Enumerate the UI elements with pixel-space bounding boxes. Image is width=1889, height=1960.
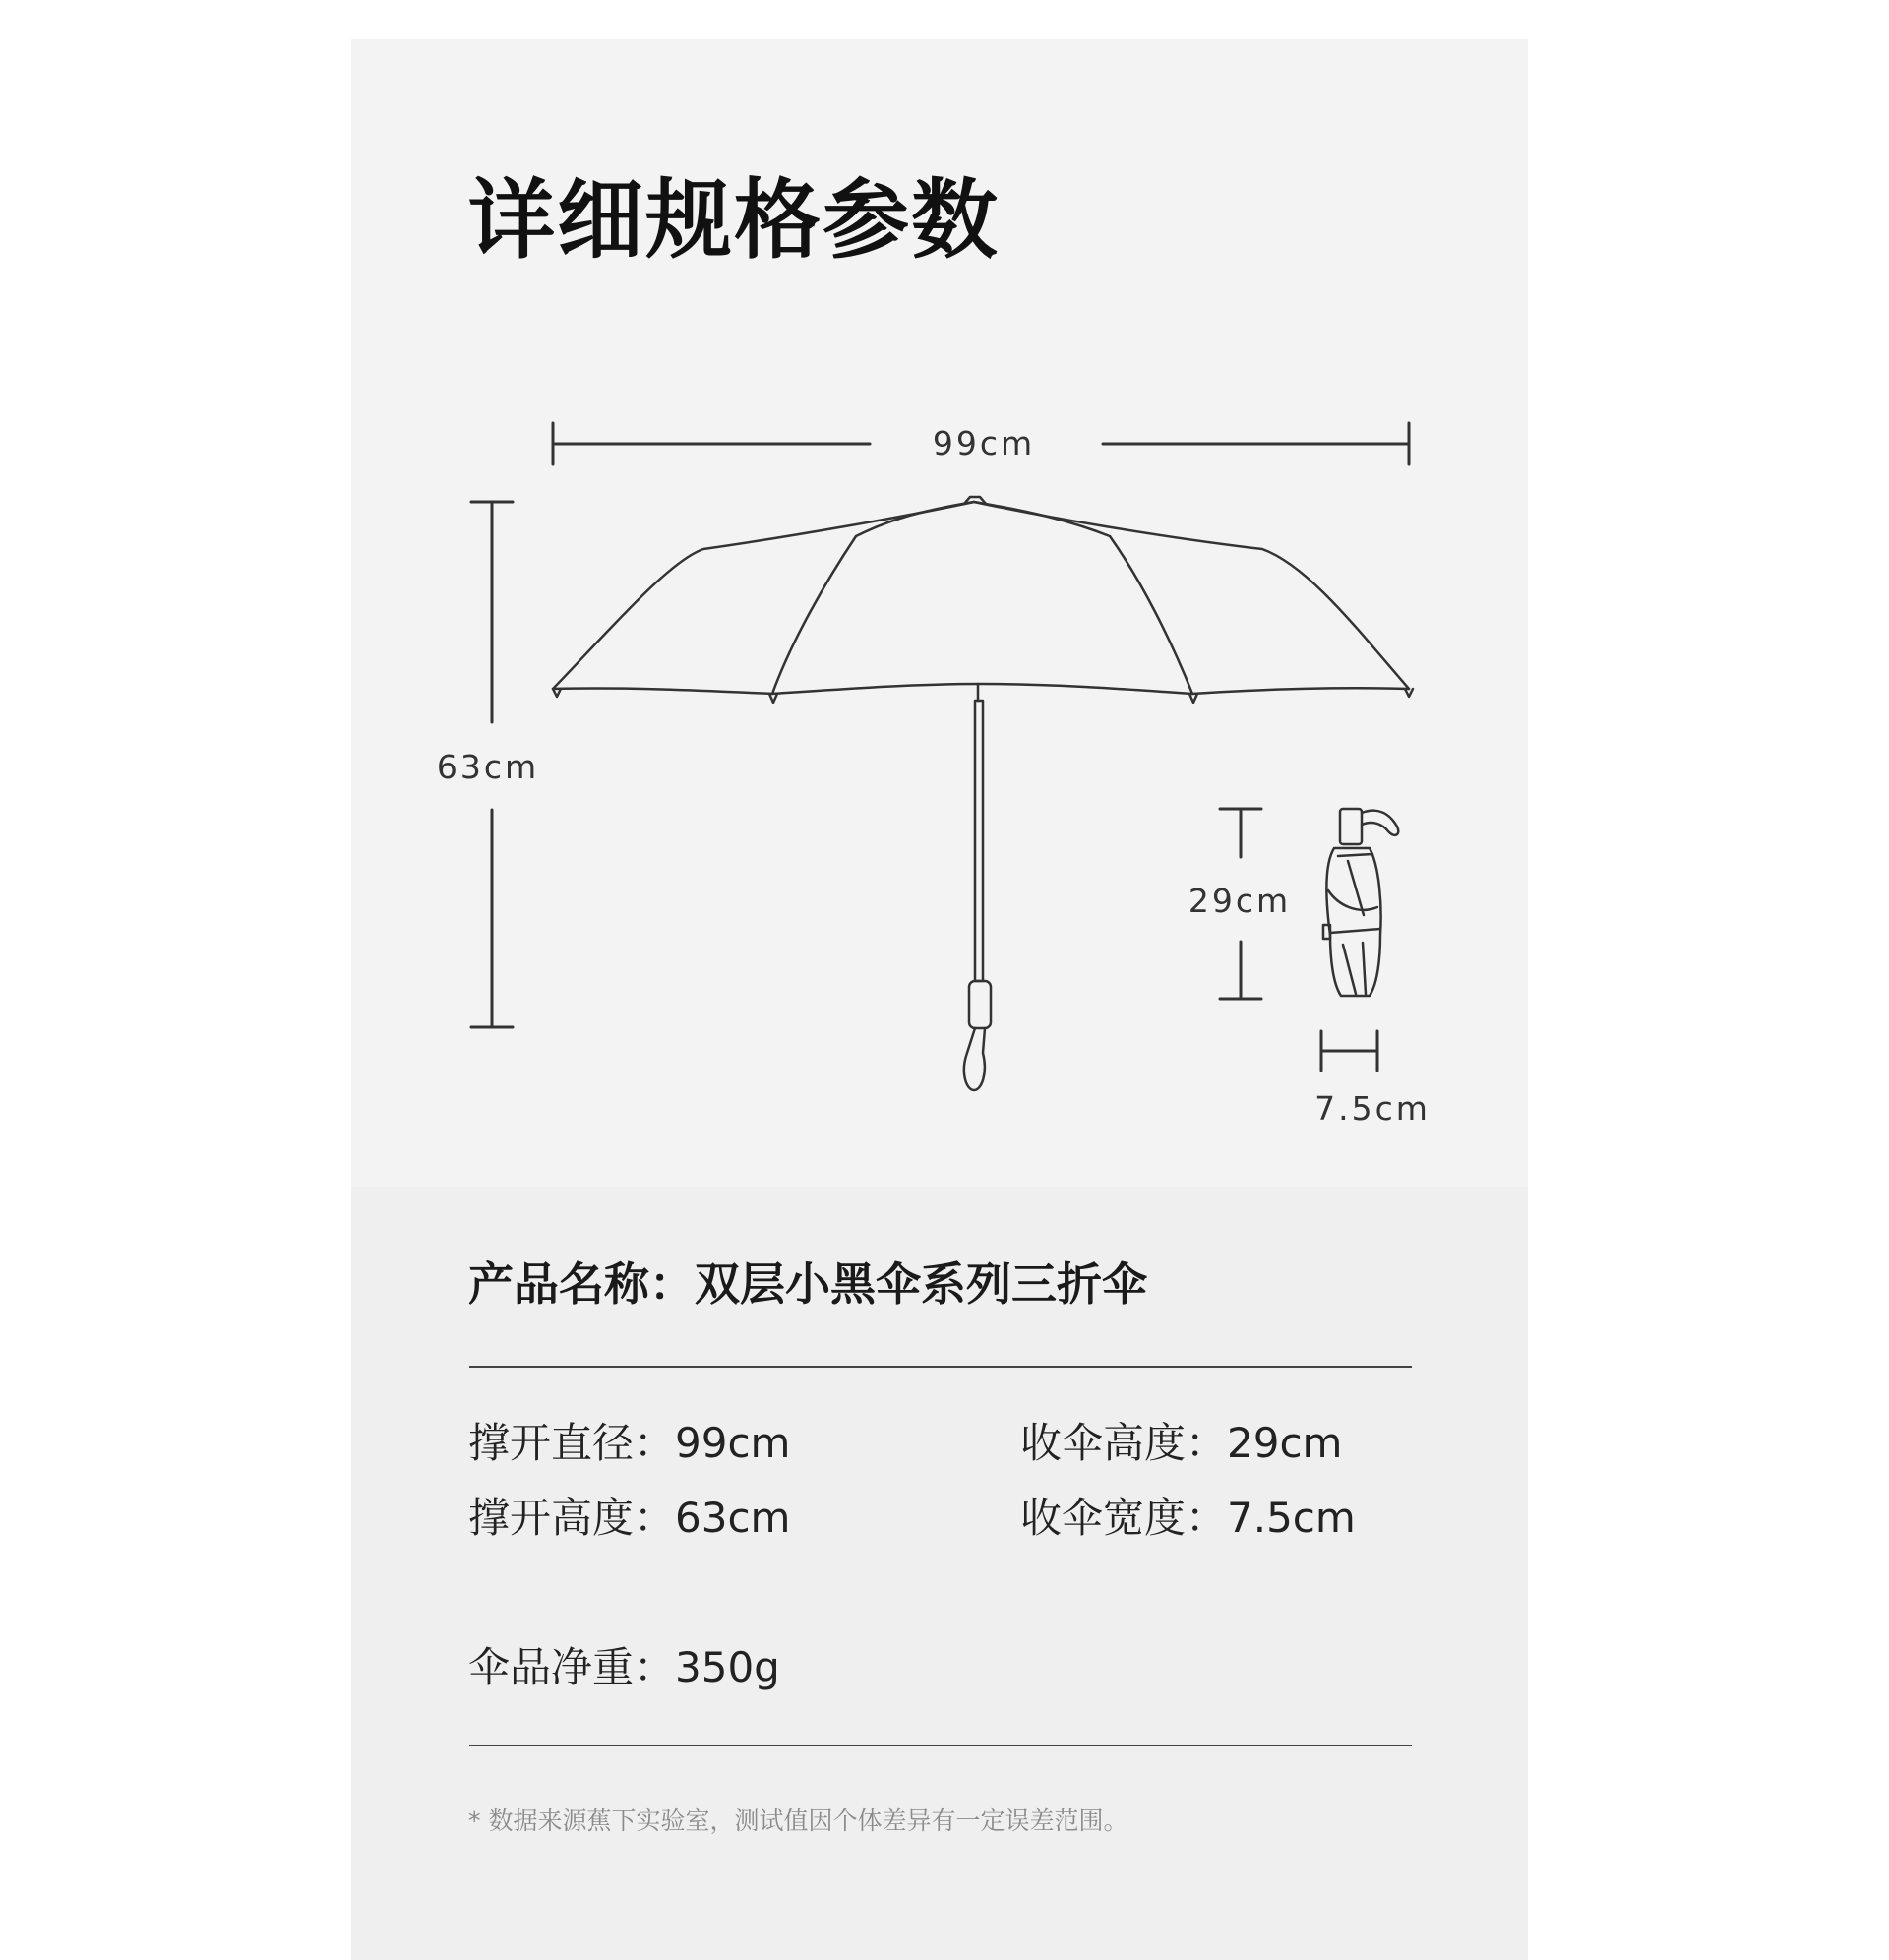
spec-value: 63cm [675, 1494, 791, 1542]
spec-label: 伞品净重： [468, 1643, 676, 1691]
spec-folded-width [1020, 1494, 1356, 1542]
spec-value: 7.5cm [1227, 1494, 1356, 1542]
folded-umbrella-icon [1323, 809, 1398, 996]
divider-top [469, 1366, 1412, 1368]
spec-folded-height [1020, 1419, 1343, 1467]
divider-bottom [469, 1745, 1412, 1746]
folded-width-label: 7.5cm [1314, 1089, 1431, 1128]
spec-value: 29cm [1227, 1419, 1343, 1467]
product-name [468, 1257, 1147, 1311]
spec-label: 收伞宽度： [1020, 1494, 1228, 1542]
spec-value: 350g [675, 1643, 780, 1691]
spec-label: 撑开直径： [468, 1419, 676, 1467]
spec-open-height [468, 1494, 791, 1542]
spec-open-diameter [468, 1419, 791, 1467]
open-umbrella-icon [553, 497, 1413, 1090]
spec-net-weight [468, 1643, 780, 1691]
spec-label: 收伞高度： [1020, 1419, 1228, 1467]
folded-height-label: 29cm [1188, 882, 1292, 920]
page-title: 详细规格参数 [468, 169, 1001, 271]
height-label: 63cm [436, 748, 540, 786]
product-name-label: 产品名称： [468, 1257, 695, 1311]
footnote: * 数据来源蕉下实验室，测试值因个体差异有一定误差范围。 [468, 1807, 1128, 1835]
spec-label: 撑开高度： [468, 1494, 676, 1542]
width-label: 99cm [932, 424, 1036, 462]
spec-value: 99cm [675, 1419, 791, 1467]
folded-width-dimension-line [1321, 1031, 1377, 1071]
product-name-value: 双层小黑伞系列三折伞 [695, 1257, 1147, 1311]
